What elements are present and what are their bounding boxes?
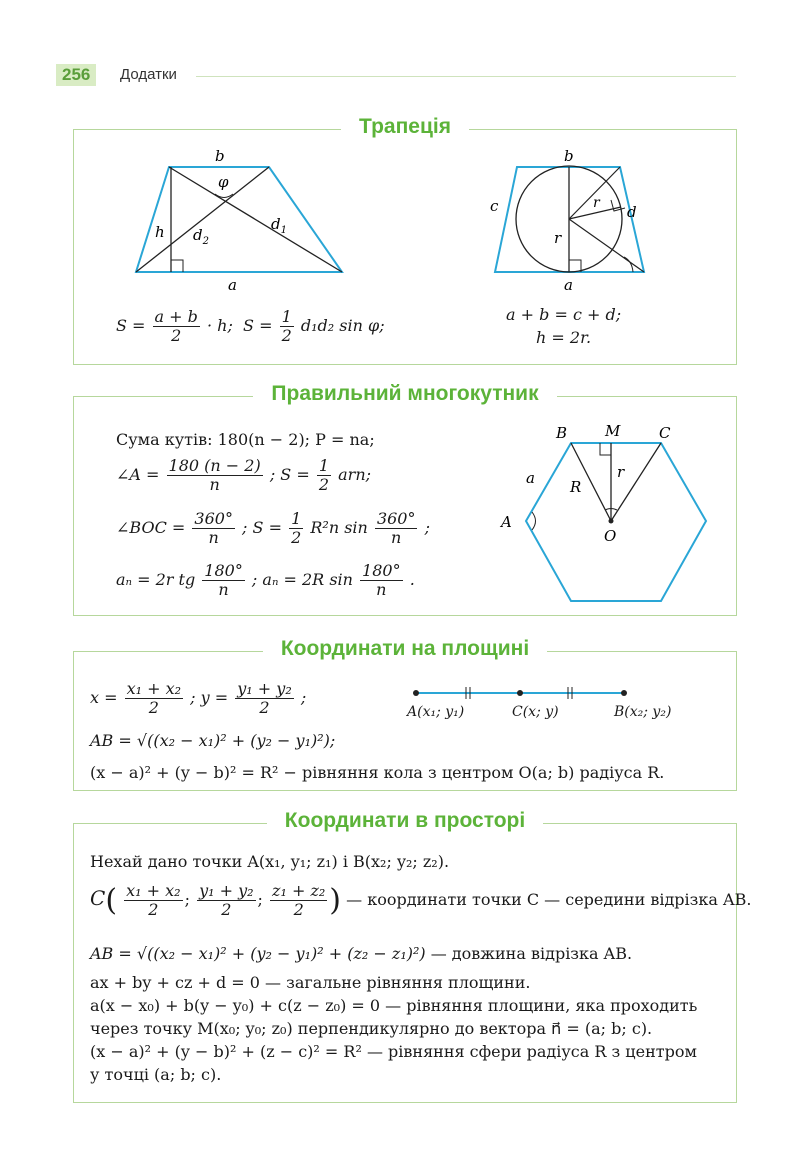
right-angle-M [600, 443, 611, 455]
polygon-angle-formula: ∠A = $\frac{180 (n - 2)}{n}$ ; S = $\frac{1}{2}$ arn; [116, 456, 372, 494]
space-title-wrap [74, 809, 736, 833]
trapezoid-title-wrap [74, 115, 736, 139]
plane-box [73, 637, 737, 791]
radius-OC [611, 443, 661, 521]
space-midpoint: C( $\frac{\text{x₁ + x₂}}{2}$ ; $\frac{\text{y₁ + y₂}}{2}$ ; $\frac{\text{z₁ + z₂}}{2}$ ) — координати точки C — середини відрізка AB. [90, 881, 752, 919]
polygon-side-formula: aₙ = 2r tg $\frac{180^\circ}{n}$ ; aₙ = 2R sin $\frac{180^\circ}{n}$ . [116, 561, 415, 599]
label-a-side: a [526, 469, 535, 487]
circle-equation: (x − a)² + (y − b)² = R² − рівняння кола з центром O(a; b) радіуса R. [90, 763, 665, 782]
hexagon-figure [494, 417, 724, 609]
label-R: R [570, 478, 582, 496]
trapezoid-title: Трапеція [341, 115, 469, 138]
sphere-equation: (x − a)² + (y − b)² + (z − c)² = R² — рівняння сфери радіуса R з центром [90, 1042, 697, 1061]
space-line-1: Нехай дано точки A(x₁, y₁; z₁) і B(x₂; y₂; z₂). [90, 852, 450, 871]
trapezoid-box [73, 115, 737, 365]
inscribed-trapezoid-figure [484, 145, 684, 295]
plane-general-equation: ax + by + cz + d = 0 — загальне рівняння площини. [90, 973, 531, 992]
label-a: a [228, 276, 237, 294]
section-name: Додатки [120, 66, 177, 83]
label-d1: $d_1$ [271, 215, 287, 236]
point-A [413, 690, 419, 696]
area-tail-1: · h; [207, 316, 233, 335]
right-angle-mark [171, 260, 183, 272]
polygon-boc-formula: ∠BOC = $\frac{360^\circ}{n}$ ; S = $\frac{1}{2}$ R²n sin $\frac{360^\circ}{n}$ ; [116, 509, 430, 547]
label-d2: $d_2$ [193, 226, 209, 247]
segment-figure [404, 682, 634, 702]
polygon-title: Правильний многокутник [253, 382, 556, 405]
label-O: O [604, 527, 617, 545]
page-number: 256 [56, 64, 96, 86]
distance-formula: AB = √((x₂ − x₁)² + (y₂ − y₁)²); [90, 731, 336, 750]
polygon-line-1: Сума кутів: 180(n − 2); P = na; [116, 430, 375, 449]
space-distance: AB = √((x₂ − x₁)² + (y₂ − y₁)² + (z₂ − z₁)²) — довжина відрізка AB. [90, 944, 633, 963]
label-b: b [215, 147, 225, 165]
area-s: S [116, 316, 127, 335]
polygon-box [73, 382, 737, 616]
trapezoid-area-formulas: S = $\frac{a + b}{2}$ · h; S = $\frac{1}{2}$ d₁d₂ sin φ; [116, 307, 385, 345]
polygon-title-wrap [74, 382, 736, 406]
plane-title-wrap [74, 637, 736, 661]
label-r-top: r [593, 195, 600, 211]
space-box [73, 809, 752, 1103]
right-angle-mark-2 [569, 260, 581, 272]
label-a2: a [564, 276, 573, 294]
diagonal-d1 [169, 167, 342, 272]
label-c: c [490, 197, 499, 215]
header-divider [196, 76, 736, 77]
area-frac-2: $\frac{1}{2}$ [281, 307, 292, 345]
trapezoid-figure [129, 145, 359, 295]
area-tail-2: d₁d₂ sin φ; [300, 316, 385, 335]
space-title: Координати в просторі [267, 809, 543, 832]
label-h: h [155, 223, 165, 241]
inscribed-line-1: a + b = c + d; [506, 305, 622, 324]
point-C [517, 690, 523, 696]
hexagon-shape [526, 443, 706, 601]
angle-A-arc [532, 512, 536, 530]
label-M: M [605, 422, 621, 440]
diagonal-d2 [136, 167, 269, 272]
label-r-apothem: r [617, 463, 625, 481]
plane-point-equation-2: через точку M(x₀; y₀; z₀) перпендикулярно до вектора n⃗ = (a; b; c). [90, 1019, 653, 1038]
segment-label-B: B(x₂; y₂) [614, 704, 672, 720]
label-r: r [554, 229, 562, 247]
label-b2: b [564, 147, 574, 165]
plane-title: Координати на площині [263, 637, 547, 660]
label-d: d [627, 203, 637, 221]
label-A: A [501, 513, 512, 531]
radius-line-1 [569, 167, 620, 219]
area-s-2: S [243, 316, 255, 335]
segment-label-A: A(x₁; y₁) [407, 704, 465, 720]
midpoint-formula: x = $\frac{\text{x₁ + x₂}}{2}$ ; y = $\frac{\text{y₁ + y₂}}{2}$ ; [90, 679, 307, 717]
label-C: C [659, 424, 671, 442]
trapezoid-shape [136, 167, 342, 272]
center-point [609, 519, 614, 524]
page-header [56, 64, 736, 88]
segment-label-C: C(x; y) [512, 704, 559, 720]
plane-point-equation: a(x − x₀) + b(y − y₀) + c(z − z₀) = 0 — рівняння площини, яка проходить [90, 996, 698, 1015]
point-B [621, 690, 627, 696]
label-B: B [556, 424, 568, 442]
inscribed-line-2: h = 2r. [536, 328, 592, 347]
sphere-equation-2: у точці (a; b; c). [90, 1065, 222, 1084]
right-angle-mark-3 [611, 200, 625, 211]
label-phi: φ [218, 173, 229, 191]
area-frac-1: $\frac{a + b}{2}$ [154, 307, 198, 345]
